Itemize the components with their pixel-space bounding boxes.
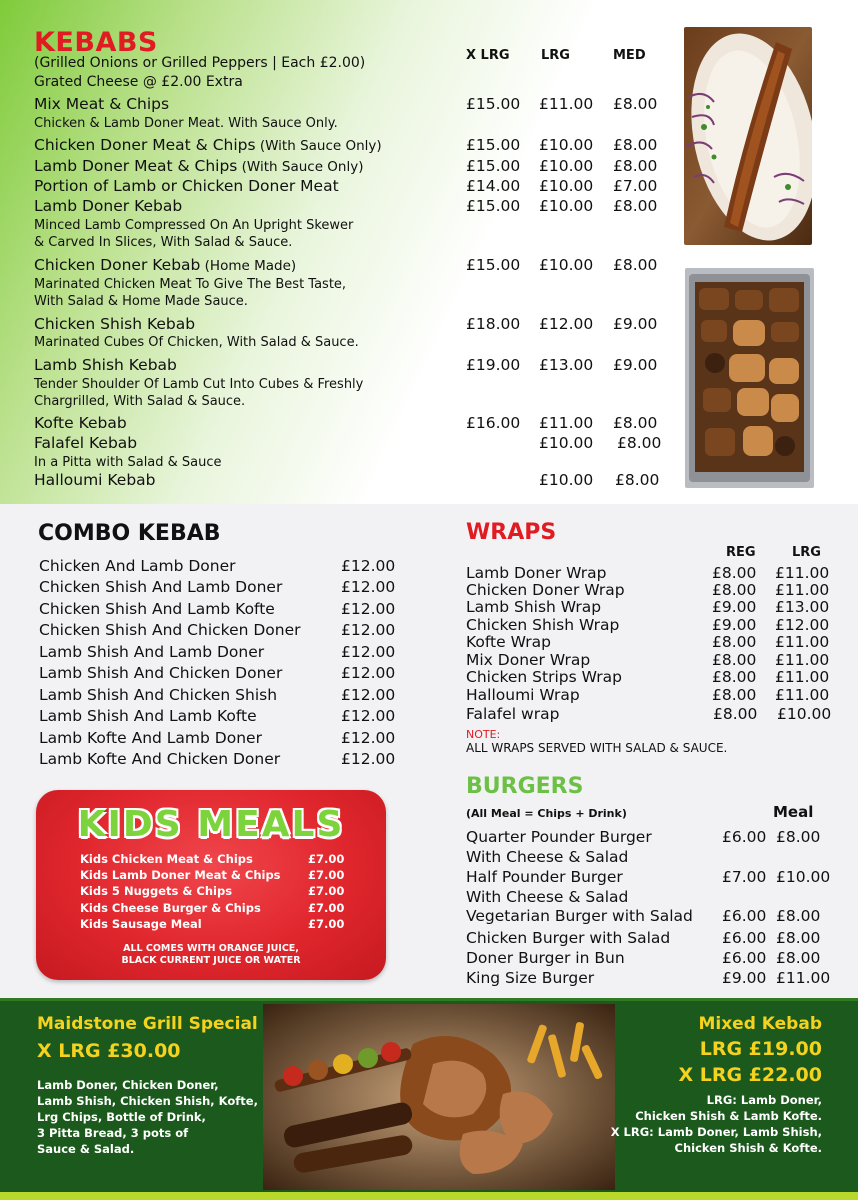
wrap-item	[466, 705, 836, 723]
item-name: King Size Burger	[466, 969, 595, 987]
price: £6.00	[722, 828, 767, 846]
mixed-kebab-price-xlrg: X LRG £22.00	[678, 1064, 822, 1086]
item-name: Chicken Doner Meat & Chips (With Sauce Only)	[34, 136, 382, 154]
item-price: £7.00	[308, 901, 345, 915]
desc-line: X LRG: Lamb Doner, Lamb Shish,	[610, 1125, 822, 1139]
item-description: Minced Lamb Compressed On An Upright Skewer	[34, 218, 354, 233]
item-price: £12.00	[341, 557, 396, 575]
desc-line: Chicken Shish & Kofte.	[674, 1141, 822, 1155]
item-name: Kofte Kebab	[34, 414, 127, 432]
item-price: £7.00	[308, 852, 345, 866]
menu-item	[34, 356, 674, 374]
item-name: Chicken Doner Kebab (Home Made)	[34, 256, 297, 274]
item-name: Lamb Shish Wrap	[466, 598, 602, 616]
item-name: Chicken Shish And Lamb Doner	[39, 578, 283, 596]
kebabs-extras-note: (Grilled Onions or Grilled Peppers | Each £2.00)	[34, 55, 366, 71]
item-name: Chicken And Lamb Doner	[39, 557, 236, 575]
item-name: Kofte Wrap	[466, 633, 551, 651]
menu-item	[34, 434, 674, 452]
price-xlrg: £15.00	[466, 157, 521, 175]
item-name: Kids Lamb Doner Meat & Chips	[80, 868, 281, 882]
item-name: Half Pounder Burger	[466, 868, 623, 886]
item-name: Quarter Pounder Burger	[466, 828, 652, 846]
price-lrg: £10.00	[539, 136, 594, 154]
price-reg: £9.00	[712, 598, 757, 616]
price: £6.00	[722, 949, 767, 967]
combo-item	[39, 686, 399, 706]
price-lrg: £11.00	[775, 668, 830, 686]
price-meal: £8.00	[776, 949, 821, 967]
item-name: Kids Sausage Meal	[80, 917, 202, 931]
burgers-title: BURGERS	[466, 774, 584, 799]
price-lrg: £10.00	[777, 705, 832, 723]
burger-item	[466, 949, 836, 967]
burger-item	[466, 969, 836, 987]
item-name: Lamb Doner Meat & Chips (With Sauce Only)	[34, 157, 364, 175]
combo-item	[39, 729, 399, 749]
item-name: Halloumi Wrap	[466, 686, 580, 704]
price-med: £8.00	[615, 471, 660, 489]
price-xlrg: £19.00	[466, 356, 521, 374]
kids-meals-box	[36, 790, 386, 980]
item-name: Chicken Shish Kebab	[34, 315, 196, 333]
price-lrg: £10.00	[539, 157, 594, 175]
price-meal: £10.00	[776, 868, 831, 886]
item-name: Lamb Shish And Chicken Shish	[39, 686, 278, 704]
combo-item	[39, 643, 399, 663]
header-xlrg: X LRG	[466, 48, 510, 63]
price-lrg: £11.00	[539, 414, 594, 432]
kids-item	[80, 917, 345, 931]
price-lrg: £13.00	[539, 356, 594, 374]
burger-item	[466, 929, 836, 947]
item-name: Lamb Kofte And Lamb Doner	[39, 729, 262, 747]
combo-item	[39, 557, 399, 577]
item-name: Falafel wrap	[466, 705, 560, 723]
combo-item	[39, 664, 399, 684]
header-reg: REG	[726, 545, 756, 560]
shish-tray-photo	[685, 268, 814, 488]
price: £6.00	[722, 929, 767, 947]
price-med: £8.00	[613, 197, 658, 215]
item-description: Chicken & Lamb Doner Meat. With Sauce Only.	[34, 116, 338, 131]
burgers-meal-note: (All Meal = Chips + Drink)	[466, 807, 627, 820]
header-lrg: LRG	[792, 545, 821, 560]
banner-strip	[0, 1192, 858, 1200]
wrap-item	[466, 598, 836, 616]
item-name: Chicken Burger with Salad	[466, 929, 671, 947]
combo-item	[39, 750, 399, 770]
price-reg: £8.00	[712, 581, 757, 599]
item-name: Chicken Shish Wrap	[466, 616, 620, 634]
item-description: Tender Shoulder Of Lamb Cut Into Cubes & Freshly	[34, 377, 364, 392]
wrap-item	[466, 564, 836, 582]
price-meal: £8.00	[776, 907, 821, 925]
price-reg: £8.00	[713, 705, 758, 723]
price-lrg: £10.00	[539, 471, 594, 489]
kids-meals-title: KIDS MEALS	[77, 804, 345, 845]
price-med: £8.00	[613, 95, 658, 113]
item-price: £12.00	[341, 729, 396, 747]
item-name: Lamb Shish And Lamb Doner	[39, 643, 265, 661]
desc-line: Chicken Shish & Lamb Kofte.	[635, 1109, 822, 1123]
kids-item	[80, 901, 345, 915]
menu-item	[34, 177, 674, 195]
price-lrg: £12.00	[539, 315, 594, 333]
item-name: Halloumi Kebab	[34, 471, 156, 489]
kids-item	[80, 852, 345, 866]
price-lrg: £12.00	[775, 616, 830, 634]
burger-item	[466, 828, 836, 866]
wrap-item	[466, 668, 836, 686]
price-meal: £8.00	[776, 828, 821, 846]
special-description: Lamb Doner, Chicken Doner, Lamb Shish, Chicken Shish, Kofte, Lrg Chips, Bottle of Drink, 3 Pitta Bread, 3 pots of Sauce & Salad.	[37, 1078, 258, 1156]
item-description: Marinated Cubes Of Chicken, With Salad & Sauce.	[34, 335, 359, 350]
price-reg: £8.00	[712, 564, 757, 582]
price-reg: £8.00	[712, 651, 757, 669]
price-xlrg: £14.00	[466, 177, 521, 195]
combo-item	[39, 621, 399, 641]
menu-item	[34, 136, 674, 154]
wraps-title: WRAPS	[466, 520, 557, 545]
item-price: £12.00	[341, 600, 396, 618]
price: £7.00	[722, 868, 767, 886]
wraps-note-text: ALL WRAPS SERVED WITH SALAD & SAUCE.	[466, 741, 728, 755]
mixed-kebab-description	[611, 1092, 822, 1156]
price-meal: £8.00	[776, 929, 821, 947]
combo-item	[39, 600, 399, 620]
menu-item	[34, 157, 674, 175]
price-lrg: £13.00	[775, 598, 830, 616]
price-xlrg: £18.00	[466, 315, 521, 333]
burger-item	[466, 868, 836, 906]
price-xlrg: £15.00	[466, 95, 521, 113]
price-lrg: £10.00	[539, 256, 594, 274]
item-price: £7.00	[308, 884, 345, 898]
item-price: £12.00	[341, 643, 396, 661]
header-lrg: LRG	[541, 48, 570, 63]
item-name: Mix Meat & Chips	[34, 95, 170, 113]
item-name-line2: With Cheese & Salad	[466, 848, 629, 866]
menu-item	[34, 414, 674, 432]
wrap-item	[466, 633, 836, 651]
item-description: With Salad & Home Made Sauce.	[34, 294, 248, 309]
price-lrg: £11.00	[775, 564, 830, 582]
combo-title: COMBO KEBAB	[38, 521, 221, 546]
price-med: £8.00	[617, 434, 662, 452]
item-name: Chicken Strips Wrap	[466, 668, 622, 686]
item-name: Chicken Doner Wrap	[466, 581, 625, 599]
item-description: Marinated Chicken Meat To Give The Best Taste,	[34, 277, 347, 292]
kids-footer-line2: BLACK CURRENT JUICE OR WATER	[121, 955, 301, 966]
price-xlrg: £15.00	[466, 256, 521, 274]
item-name: Kids 5 Nuggets & Chips	[80, 884, 233, 898]
item-price: £12.00	[341, 621, 396, 639]
menu-item	[34, 197, 674, 215]
mixed-grill-photo	[263, 1004, 615, 1190]
kebabs-title: KEBABS	[34, 27, 158, 58]
price-lrg: £11.00	[775, 686, 830, 704]
kids-footer-line1: ALL COMES WITH ORANGE JUICE,	[123, 943, 299, 954]
price-reg: £9.00	[712, 616, 757, 634]
item-name: Chicken Shish And Chicken Doner	[39, 621, 301, 639]
kids-item	[80, 868, 345, 882]
price-med: £7.00	[613, 177, 658, 195]
price-xlrg: £16.00	[466, 414, 521, 432]
item-price: £12.00	[341, 750, 396, 768]
price-reg: £8.00	[712, 686, 757, 704]
item-price: £7.00	[308, 917, 345, 931]
menu-item	[34, 315, 674, 333]
price-reg: £8.00	[712, 633, 757, 651]
menu-item	[34, 471, 674, 489]
mixed-kebab-price-lrg: LRG £19.00	[699, 1038, 822, 1060]
price-xlrg: £15.00	[466, 197, 521, 215]
wrap-item	[466, 686, 836, 704]
item-description: & Carved In Slices, With Salad & Sauce.	[34, 235, 293, 250]
price: £9.00	[722, 969, 767, 987]
item-name: Lamb Doner Kebab	[34, 197, 183, 215]
item-price: £12.00	[341, 664, 396, 682]
price-med: £9.00	[613, 356, 658, 374]
menu-item	[34, 256, 674, 274]
price: £6.00	[722, 907, 767, 925]
kids-item	[80, 884, 345, 898]
price-lrg: £10.00	[539, 197, 594, 215]
price-reg: £8.00	[712, 668, 757, 686]
price-lrg: £11.00	[775, 633, 830, 651]
wrap-item	[466, 616, 836, 634]
wraps-note-label: NOTE:	[466, 728, 501, 741]
price-lrg: £10.00	[539, 434, 594, 452]
menu-item	[34, 95, 674, 113]
price-lrg: £11.00	[539, 95, 594, 113]
header-meal: Meal	[773, 803, 814, 821]
burger-item	[466, 907, 836, 925]
combo-item	[39, 707, 399, 727]
price-med: £8.00	[613, 256, 658, 274]
item-price: £12.00	[341, 707, 396, 725]
combo-item	[39, 578, 399, 598]
item-price: £7.00	[308, 868, 345, 882]
item-name: Vegetarian Burger with Salad	[466, 907, 693, 925]
item-name: Doner Burger in Bun	[466, 949, 625, 967]
item-name: Falafel Kebab	[34, 434, 138, 452]
item-name: Chicken Shish And Lamb Kofte	[39, 600, 275, 618]
price-med: £8.00	[613, 414, 658, 432]
item-name: Lamb Shish And Chicken Doner	[39, 664, 283, 682]
special-title: Maidstone Grill Special	[37, 1014, 258, 1034]
price-lrg: £11.00	[775, 651, 830, 669]
price-med: £8.00	[613, 157, 658, 175]
wrap-item	[466, 581, 836, 599]
item-name-line2: With Cheese & Salad	[466, 888, 629, 906]
item-name: Lamb Doner Wrap	[466, 564, 607, 582]
price-lrg: £11.00	[775, 581, 830, 599]
item-name: Kids Chicken Meat & Chips	[80, 852, 253, 866]
item-name: Lamb Shish And Lamb Kofte	[39, 707, 257, 725]
price-meal: £11.00	[776, 969, 831, 987]
item-name: Lamb Shish Kebab	[34, 356, 177, 374]
wrap-item	[466, 651, 836, 669]
doner-kebab-photo	[684, 27, 812, 245]
header-med: MED	[613, 48, 646, 63]
special-price: X LRG £30.00	[37, 1040, 181, 1062]
price-med: £9.00	[613, 315, 658, 333]
desc-line: LRG: Lamb Doner,	[706, 1093, 822, 1107]
item-description: In a Pitta with Salad & Sauce	[34, 455, 222, 470]
item-name: Kids Cheese Burger & Chips	[80, 901, 261, 915]
price-med: £8.00	[613, 136, 658, 154]
item-price: £12.00	[341, 578, 396, 596]
item-name: Mix Doner Wrap	[466, 651, 591, 669]
price-lrg: £10.00	[539, 177, 594, 195]
price-xlrg: £15.00	[466, 136, 521, 154]
item-name: Lamb Kofte And Chicken Doner	[39, 750, 281, 768]
item-name: Portion of Lamb or Chicken Doner Meat	[34, 177, 339, 195]
item-description: Chargrilled, With Salad & Sauce.	[34, 394, 246, 409]
mixed-kebab-title: Mixed Kebab	[698, 1014, 822, 1034]
kebabs-cheese-note: Grated Cheese @ £2.00 Extra	[34, 74, 243, 90]
item-price: £12.00	[341, 686, 396, 704]
